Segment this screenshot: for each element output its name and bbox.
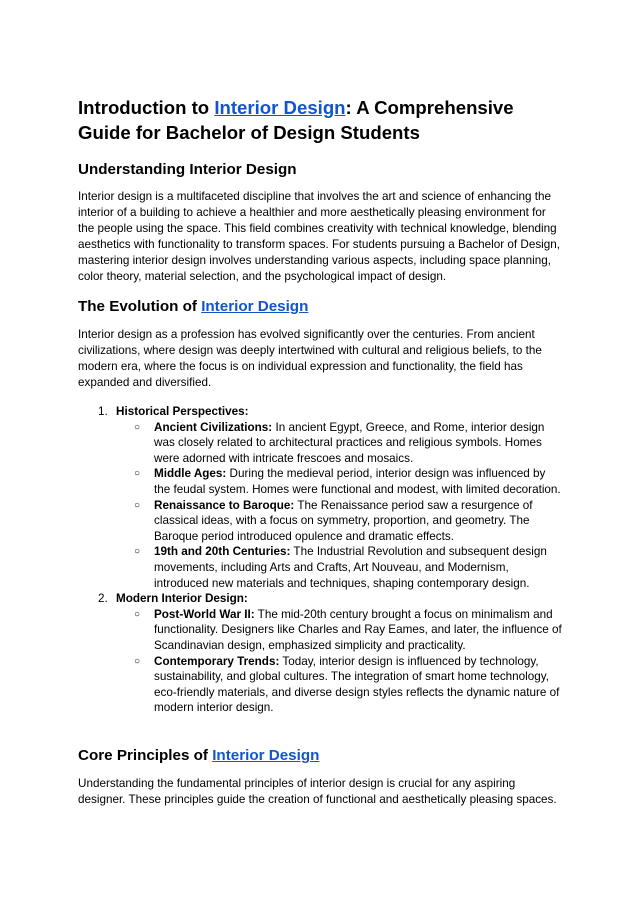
title-suffix: : A Comprehensive Guide for Bachelor of Design Students <box>78 97 514 143</box>
list-item <box>78 591 564 607</box>
sub-item-text: Today, interior design is influenced by technology, sustainability, and global cultures. The integration of smart home technology, eco-friendly materials, and diverse design styles reflects the dynamic nature of modern interior design. <box>154 654 560 715</box>
bullet-circle-icon: ○ <box>134 421 141 433</box>
title-interior-design-link[interactable]: Interior Design <box>214 97 346 118</box>
title-prefix: Introduction to <box>78 97 215 118</box>
sub-item-text: The Renaissance period saw a resurgence of classical ideas, with a focus on symmetry, proportion, and geometry. The Baroque period introduced opulence and dramatic effects. <box>154 498 533 543</box>
evolution-interior-design-link[interactable]: Interior Design <box>201 298 309 315</box>
core-principles-interior-design-link[interactable]: Interior Design <box>212 747 320 764</box>
sub-item-label: Post-World War II: <box>154 607 255 621</box>
list-number: 1. <box>98 405 108 418</box>
sub-list-item <box>78 607 564 654</box>
sub-item-text: In ancient Egypt, Greece, and Rome, interior design was closely related to architectural practices and religious symbols. Homes were adorned with intricate frescoes and mosaics. <box>154 420 545 465</box>
sub-item-label: Contemporary Trends: <box>154 654 280 668</box>
sub-list-item <box>78 466 564 497</box>
list-item-label: Modern Interior Design: <box>116 592 248 606</box>
bullet-circle-icon: ○ <box>134 608 141 620</box>
sub-item-label: Ancient Civilizations: <box>154 420 273 434</box>
sub-item-label: Middle Ages: <box>154 467 227 481</box>
section-body-core-principles: Understanding the fundamental principles of interior design is crucial for any aspiring designer. These principles guide the creation of functional and aesthetically pleasing spaces. <box>78 777 557 806</box>
heading-prefix: Core Principles of <box>78 747 213 764</box>
section-body-understanding: Interior design is a multifaceted discipline that involves the art and science of enhancing the interior of a building to achieve a healthier and more aesthetically pleasing environment for the people using the space. This field combines creativity with technical knowledge, blending aesthetics with functionality to transform spaces. For students pursuing a Bachelor of Design, mastering interior design involves understanding various aspects, including space planning, color theory, material selection, and the psychological impact of design. <box>78 190 561 283</box>
bullet-circle-icon: ○ <box>134 546 141 558</box>
section-heading-understanding: Understanding Interior Design <box>78 161 297 178</box>
document-title <box>78 95 564 145</box>
sub-item-label: 19th and 20th Centuries: <box>154 545 291 559</box>
sub-item-text: During the medieval period, interior design was influenced by the feudal system. Homes were functional and modest, with limited decoration. <box>154 467 561 496</box>
section-heading-core-principles <box>78 746 319 766</box>
bullet-circle-icon: ○ <box>134 499 141 511</box>
sub-list-item <box>78 420 564 467</box>
evolution-list <box>78 404 564 716</box>
sub-item-text: The Industrial Revolution and subsequent design movements, including Arts and Crafts, Art Nouveau, and Modernism, introduced new materials and techniques, shaping contemporary design. <box>154 545 547 590</box>
sub-item-label: Renaissance to Baroque: <box>154 498 295 512</box>
bullet-circle-icon: ○ <box>134 655 141 667</box>
heading-prefix: The Evolution of <box>78 298 202 315</box>
sub-item-text: The mid-20th century brought a focus on minimalism and functionality. Designers like Charles and Ray Eames, and later, the influence of Scandinavian design, emphasized simplicity and practicality. <box>154 607 562 652</box>
sub-list-item <box>78 498 564 545</box>
sub-list-item <box>78 544 564 591</box>
list-item <box>78 404 564 420</box>
list-item-label: Historical Perspectives: <box>116 405 249 418</box>
sub-list-item <box>78 654 564 716</box>
section-body-evolution: Interior design as a profession has evolved significantly over the centuries. From ancient civilizations, where design was deeply intertwined with cultural and religious beliefs, to the modern era, where the focus is on individual expression and functionality, the field has expanded and diversified. <box>78 328 542 389</box>
section-heading-evolution <box>78 297 308 317</box>
list-number: 2. <box>98 592 108 606</box>
bullet-circle-icon: ○ <box>134 468 141 480</box>
